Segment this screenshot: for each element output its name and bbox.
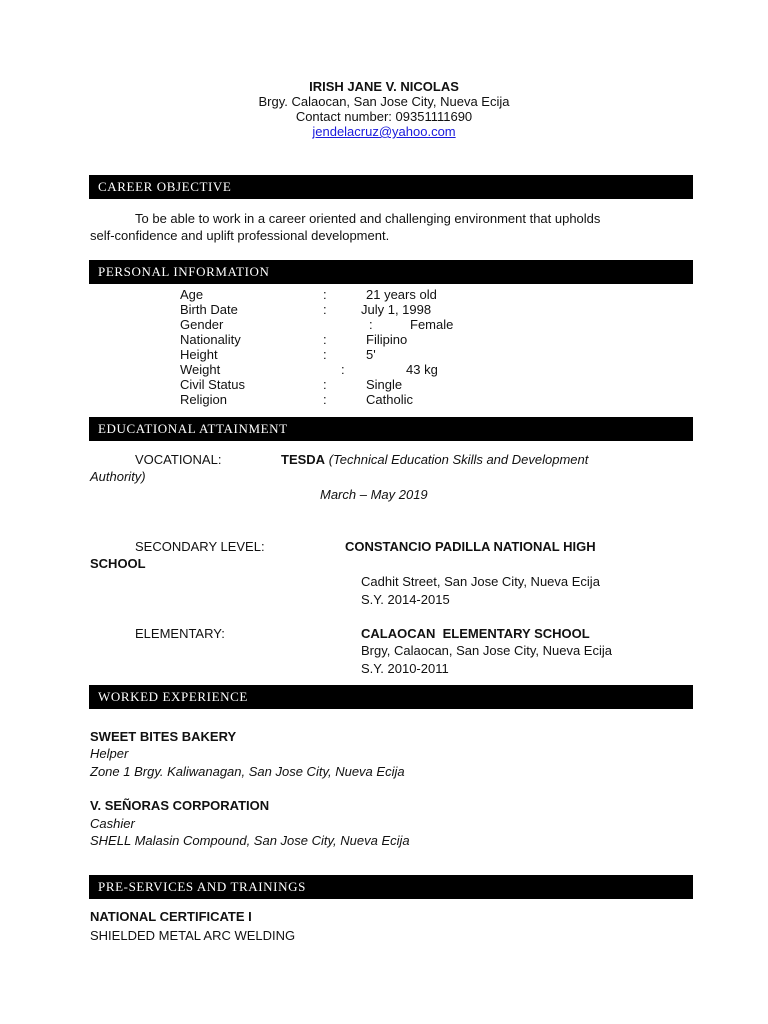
applicant-name: IRISH JANE V. NICOLAS <box>309 79 459 94</box>
trainings-heading: PRE-SERVICES AND TRAININGS <box>89 875 693 899</box>
applicant-address: Brgy. Calaocan, San Jose City, Nueva Ecija <box>258 94 510 109</box>
nationality-value: Filipino <box>366 332 408 347</box>
nationality-colon: : <box>323 332 327 347</box>
height-value: 5' <box>366 347 376 362</box>
weight-value: 43 kg <box>406 362 438 377</box>
career-objective-heading: CAREER OBJECTIVE <box>89 175 693 199</box>
age-colon: : <box>323 287 327 302</box>
elementary-school: CALAOCAN ELEMENTARY SCHOOL <box>361 626 590 641</box>
religion-colon: : <box>323 392 327 407</box>
vocational-desc: (Technical Education Skills and Development <box>328 452 589 467</box>
elementary-label: ELEMENTARY: <box>135 626 225 641</box>
work-company-2: V. SEÑORAS CORPORATION <box>90 798 270 813</box>
religion-value: Catholic <box>366 392 413 407</box>
secondary-label: SECONDARY LEVEL: <box>135 539 265 554</box>
birth-date-label: Birth Date <box>180 302 238 317</box>
birth-date-colon: : <box>323 302 327 317</box>
work-company-1: SWEET BITES BAKERY <box>90 729 237 744</box>
applicant-contact: Contact number: 09351111690 <box>295 109 473 124</box>
objective-line-2: self-confidence and uplift professional development. <box>90 228 390 243</box>
height-colon: : <box>323 347 327 362</box>
vocational-label: VOCATIONAL: <box>135 452 222 467</box>
training-subject: SHIELDED METAL ARC WELDING <box>90 928 296 943</box>
work-location-2: SHELL Malasin Compound, San Jose City, Nueva Ecija <box>90 833 410 848</box>
civil-status-label: Civil Status <box>180 377 246 392</box>
personal-info-heading: PERSONAL INFORMATION <box>89 260 693 284</box>
work-role-1: Helper <box>90 746 129 761</box>
secondary-school: CONSTANCIO PADILLA NATIONAL HIGH <box>345 539 596 554</box>
nationality-label: Nationality <box>180 332 241 347</box>
elementary-address: Brgy, Calaocan, San Jose City, Nueva Ecija <box>361 643 612 658</box>
objective-line-1: To be able to work in a career oriented and challenging environment that upholds <box>135 211 601 226</box>
civil-status-colon: : <box>323 377 327 392</box>
training-title: NATIONAL CERTIFICATE I <box>90 909 252 924</box>
education-heading: EDUCATIONAL ATTAINMENT <box>89 417 693 441</box>
vocational-school-line <box>281 452 588 467</box>
vocational-school: TESDA <box>281 452 326 467</box>
work-role-2: Cashier <box>90 816 135 831</box>
birth-date-value: July 1, 1998 <box>361 302 432 317</box>
work-location-1: Zone 1 Brgy. Kaliwanagan, San Jose City, Nueva Ecija <box>90 764 405 779</box>
secondary-school-cont: SCHOOL <box>90 556 146 571</box>
religion-label: Religion <box>180 392 227 407</box>
elementary-sy: S.Y. 2010-2011 <box>361 661 449 676</box>
height-label: Height <box>180 347 218 362</box>
civil-status-value: Single <box>366 377 403 392</box>
age-value: 21 years old <box>366 287 437 302</box>
weight-colon: : <box>341 362 345 377</box>
gender-label: Gender <box>180 317 224 332</box>
secondary-address: Cadhit Street, San Jose City, Nueva Ecija <box>361 574 600 589</box>
work-experience-heading: WORKED EXPERIENCE <box>89 685 693 709</box>
gender-value: Female <box>410 317 454 332</box>
applicant-email-row <box>0 124 768 139</box>
secondary-sy: S.Y. 2014-2015 <box>361 592 450 607</box>
weight-label: Weight <box>180 362 221 377</box>
gender-colon: : <box>369 317 373 332</box>
vocational-dates: March – May 2019 <box>320 487 428 502</box>
vocational-desc-cont: Authority) <box>90 469 146 484</box>
age-label: Age <box>180 287 204 302</box>
email-link[interactable]: jendelacruz@yahoo.com <box>312 124 456 139</box>
